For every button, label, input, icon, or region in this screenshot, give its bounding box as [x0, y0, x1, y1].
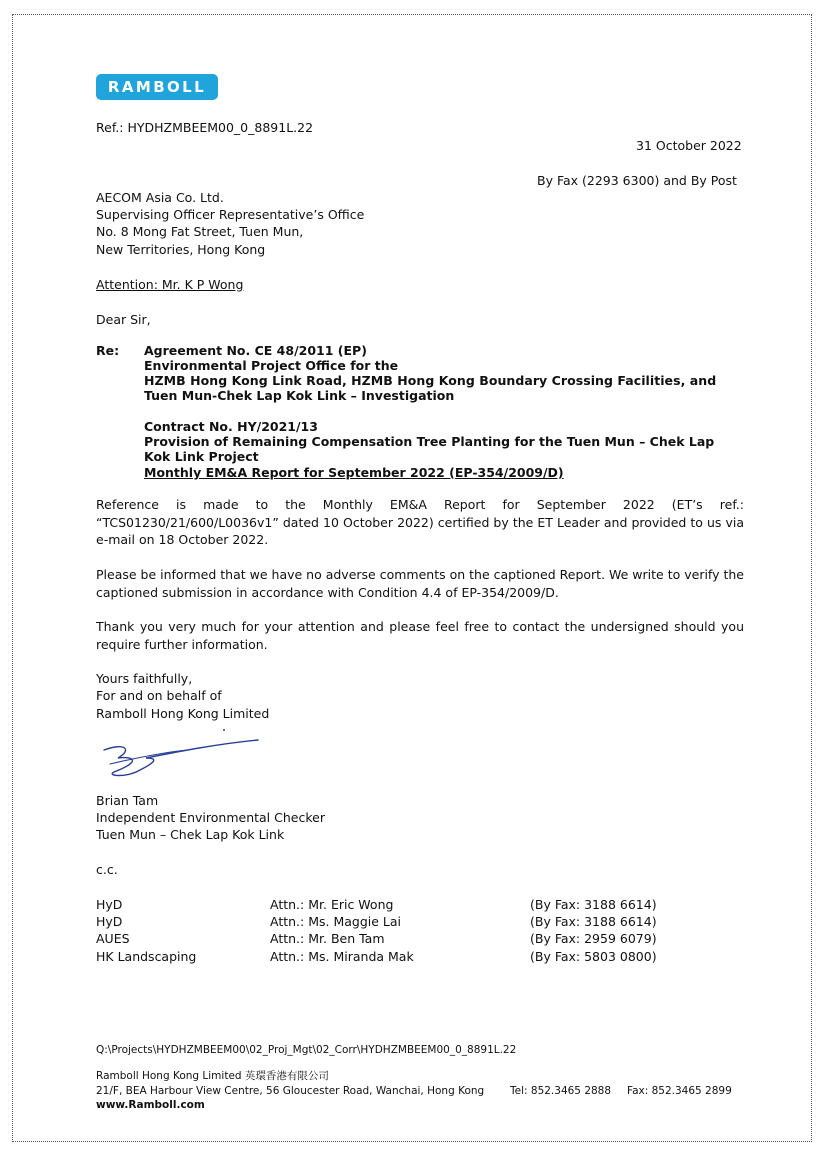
signatory-name: Brian Tam — [96, 793, 159, 808]
subject-line: Provision of Remaining Compensation Tree Planting for the Tuen Mun – Chek Lap — [144, 434, 715, 449]
salutation: Dear Sir, — [96, 312, 151, 327]
cc-org: HyD — [96, 914, 123, 929]
cc-org: AUES — [96, 931, 130, 946]
subject-line: Kok Link Project — [144, 449, 259, 464]
cc-label: c.c. — [96, 862, 118, 877]
delivery-method: By Fax (2293 6300) and By Post — [537, 173, 737, 188]
file-path: Q:\Projects\HYDHZMBEEM00\02_Proj_Mgt\02_Corr\HYDHZMBEEM00_0_8891L.22 — [96, 1044, 517, 1056]
letter-date: 31 October 2022 — [636, 138, 742, 153]
footer-website[interactable]: www.Ramboll.com — [96, 1099, 205, 1111]
cc-fax: (By Fax: 3188 6614) — [530, 897, 657, 912]
body-paragraph: Please be informed that we have no adverse comments on the captioned Report. We write to verify the captioned submission in accordance with Condition 4.4 of EP-354/2009/D. — [96, 567, 744, 600]
cc-org: HK Landscaping — [96, 949, 197, 964]
subject-line: HZMB Hong Kong Link Road, HZMB Hong Kong Boundary Crossing Facilities, and — [144, 373, 717, 388]
ramboll-logo: RAMBOLL — [96, 74, 218, 100]
subject-line: Contract No. HY/2021/13 — [144, 419, 318, 434]
cc-fax: (By Fax: 3188 6614) — [530, 914, 657, 929]
footer-address: 21/F, BEA Harbour View Centre, 56 Gloucester Road, Wanchai, Hong Kong — [96, 1085, 485, 1097]
closing-line: Ramboll Hong Kong Limited — [96, 706, 270, 721]
address-line: Supervising Officer Representative’s Office — [96, 207, 365, 222]
cc-attn: Attn.: Mr. Eric Wong — [270, 897, 394, 912]
reference-number: Ref.: HYDHZMBEEM00_0_8891L.22 — [96, 120, 314, 135]
subject-line: Agreement No. CE 48/2011 (EP) — [144, 343, 367, 358]
subject-line: Tuen Mun-Chek Lap Kok Link – Investigation — [144, 388, 455, 403]
body-paragraph: Thank you very much for your attention and please feel free to contact the undersigned should you require further information. — [96, 619, 744, 652]
signatory-project: Tuen Mun – Chek Lap Kok Link — [96, 827, 285, 842]
footer-tel: Tel: 852.3465 2888 — [510, 1085, 612, 1097]
subject-line: Monthly EM&A Report for September 2022 (EP-354/2009/D) — [144, 465, 564, 480]
handwritten-signature — [96, 728, 276, 788]
cc-fax: (By Fax: 5803 0800) — [530, 949, 657, 964]
body-paragraph: Reference is made to the Monthly EM&A Report for September 2022 (ET’s ref.: “TCS01230/21/600/L0036v1” dated 10 October 2022) certified by the ET Leader and provided to us via e-mail on 18 October 2022. — [96, 497, 744, 547]
address-line: AECOM Asia Co. Ltd. — [96, 190, 224, 205]
signatory-title: Independent Environmental Checker — [96, 810, 325, 825]
closing-line: For and on behalf of — [96, 688, 222, 703]
attention-line: Attention: Mr. K P Wong — [96, 277, 244, 292]
cc-attn: Attn.: Ms. Maggie Lai — [270, 914, 402, 929]
subject-label: Re: — [96, 343, 120, 358]
address-line: No. 8 Mong Fat Street, Tuen Mun, — [96, 224, 304, 239]
address-line: New Territories, Hong Kong — [96, 242, 266, 257]
footer-fax: Fax: 852.3465 2899 — [627, 1085, 732, 1097]
cc-org: HyD — [96, 897, 123, 912]
cc-fax: (By Fax: 2959 6079) — [530, 931, 657, 946]
closing-line: Yours faithfully, — [96, 671, 193, 686]
subject-line: Environmental Project Office for the — [144, 358, 399, 373]
cc-attn: Attn.: Mr. Ben Tam — [270, 931, 385, 946]
cc-attn: Attn.: Ms. Miranda Mak — [270, 949, 414, 964]
footer-company: Ramboll Hong Kong Limited 英環香港有限公司 — [96, 1070, 329, 1082]
